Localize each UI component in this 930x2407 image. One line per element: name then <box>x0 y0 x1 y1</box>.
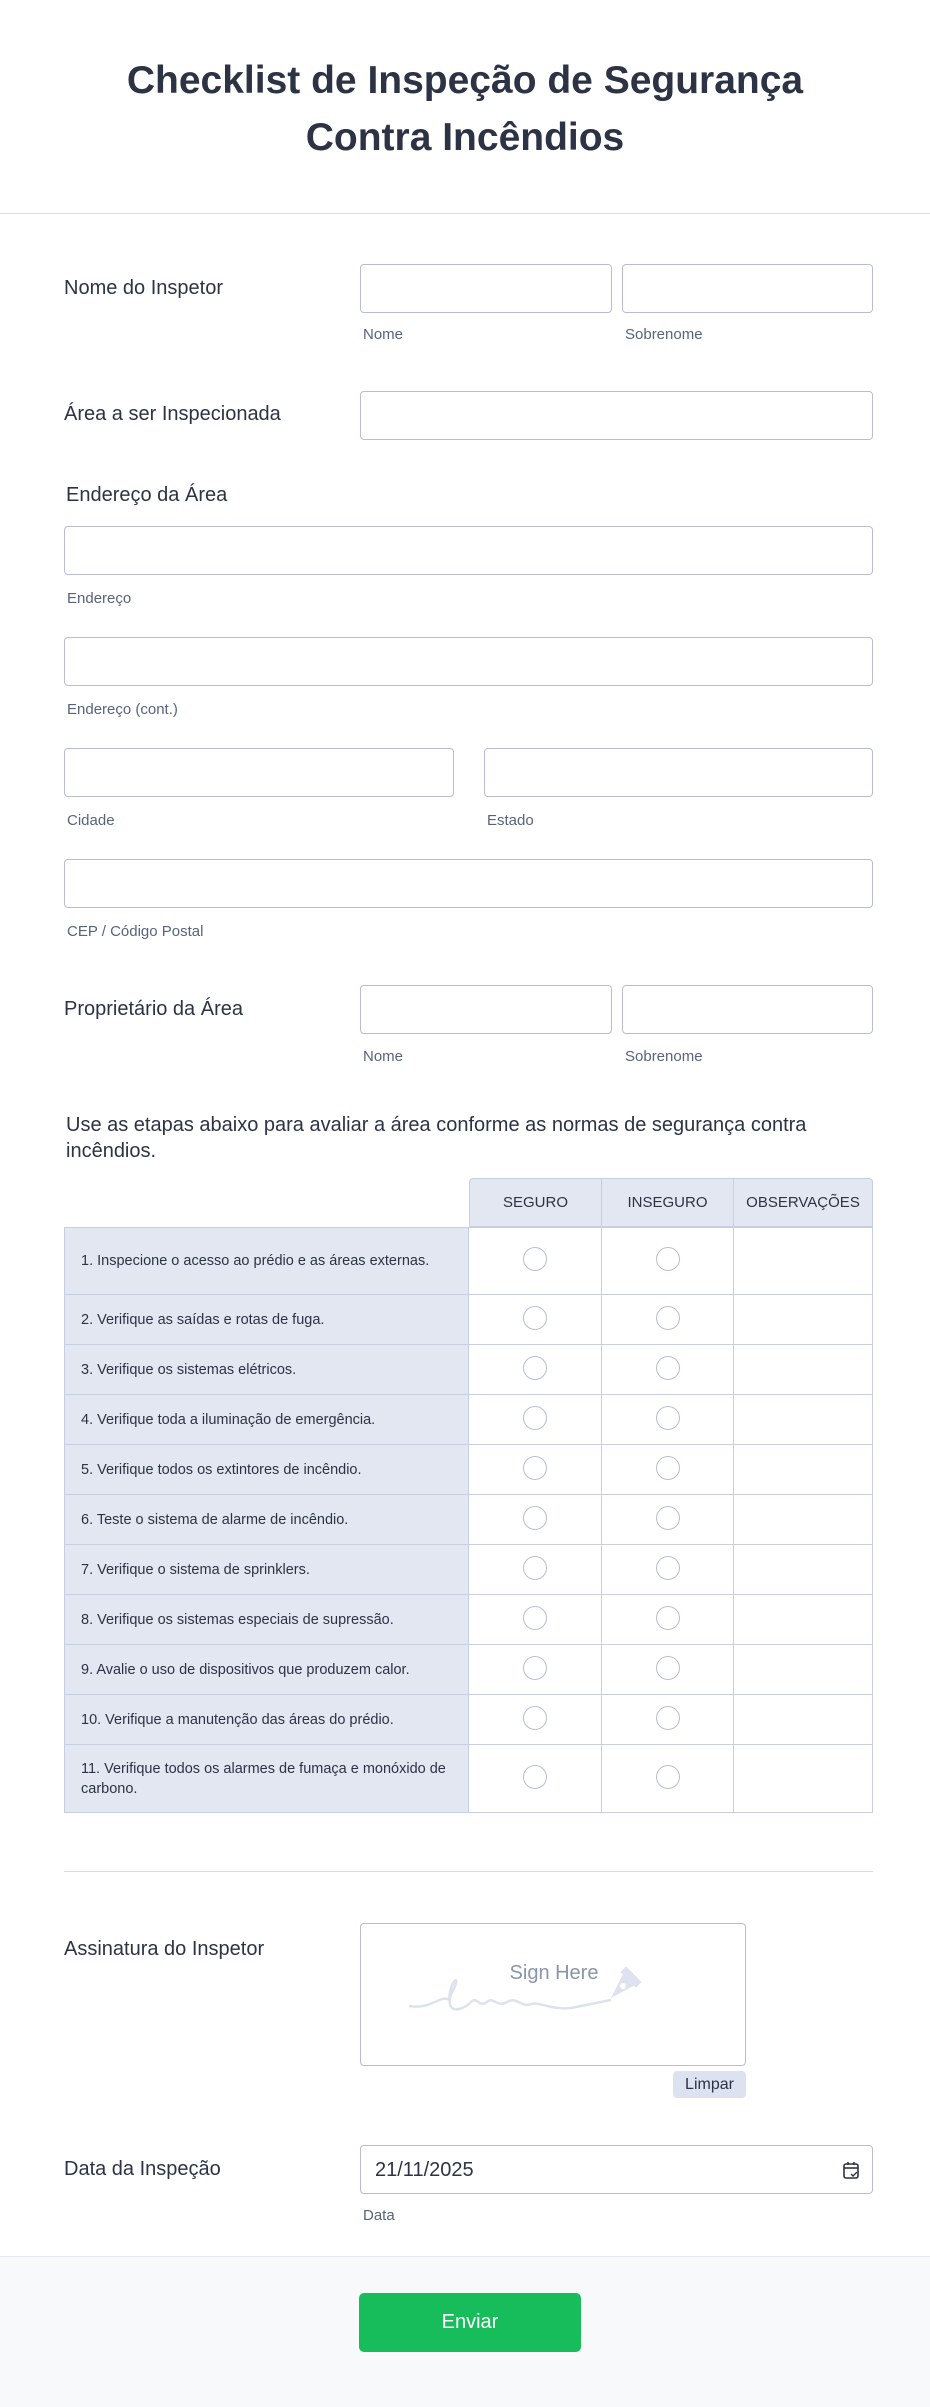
date-input[interactable] <box>360 2145 873 2194</box>
matrix-question: 1. Inspecione o acesso ao prédio e as áreas externas. <box>64 1227 469 1295</box>
matrix-question: 6. Teste o sistema de alarme de incêndio. <box>64 1495 469 1545</box>
inseguro-radio[interactable] <box>656 1456 680 1480</box>
address-line1-sublabel: Endereço <box>67 590 132 607</box>
inseguro-cell <box>602 1395 734 1445</box>
observacoes-cell[interactable] <box>734 1545 873 1595</box>
matrix-row <box>64 1645 873 1695</box>
inseguro-radio[interactable] <box>656 1556 680 1580</box>
inseguro-radio[interactable] <box>656 1406 680 1430</box>
observacoes-cell[interactable] <box>734 1695 873 1745</box>
observacoes-cell[interactable] <box>734 1495 873 1545</box>
clear-signature-button[interactable]: Limpar <box>673 2071 746 2098</box>
date-value: 21/11/2025 <box>375 2159 474 2181</box>
submit-button[interactable]: Enviar <box>359 2293 581 2352</box>
observacoes-cell[interactable] <box>734 1445 873 1495</box>
seguro-cell <box>469 1345 602 1395</box>
owner-first-sublabel: Nome <box>363 1048 404 1065</box>
inseguro-cell <box>602 1595 734 1645</box>
matrix-question: 10. Verifique a manutenção das áreas do prédio. <box>64 1695 469 1745</box>
instructions-text: Use as etapas abaixo para avaliar a área conforme as normas de segurança contra incêndios. <box>66 1114 807 1162</box>
matrix-row <box>64 1345 873 1395</box>
inseguro-radio[interactable] <box>656 1306 680 1330</box>
city-sublabel: Cidade <box>67 812 115 829</box>
calendar-icon[interactable] <box>842 2160 860 2180</box>
area-input[interactable] <box>360 391 873 440</box>
seguro-cell <box>469 1445 602 1495</box>
inseguro-radio[interactable] <box>656 1656 680 1680</box>
observacoes-cell[interactable] <box>734 1645 873 1695</box>
inseguro-cell <box>602 1745 734 1813</box>
matrix-row <box>64 1695 873 1745</box>
column-header-seguro: SEGURO <box>469 1178 602 1227</box>
matrix-row <box>64 1495 873 1545</box>
seguro-cell <box>469 1495 602 1545</box>
seguro-radio[interactable] <box>523 1765 547 1789</box>
matrix-question: 3. Verifique os sistemas elétricos. <box>64 1345 469 1395</box>
inseguro-radio[interactable] <box>656 1606 680 1630</box>
matrix-row <box>64 1227 873 1295</box>
matrix-question: 7. Verifique o sistema de sprinklers. <box>64 1545 469 1595</box>
inseguro-cell <box>602 1227 734 1295</box>
inseguro-cell <box>602 1695 734 1745</box>
seguro-cell <box>469 1695 602 1745</box>
column-header-observacoes: OBSERVAÇÕES <box>734 1178 873 1227</box>
last-name-sublabel: Sobrenome <box>625 326 703 343</box>
matrix-question: 2. Verifique as saídas e rotas de fuga. <box>64 1295 469 1345</box>
inseguro-cell <box>602 1445 734 1495</box>
inseguro-radio[interactable] <box>656 1247 680 1271</box>
matrix-row <box>64 1295 873 1345</box>
matrix-question: 8. Verifique os sistemas especiais de supressão. <box>64 1595 469 1645</box>
address-line2-input[interactable] <box>64 637 873 686</box>
seguro-radio[interactable] <box>523 1506 547 1530</box>
date-sublabel: Data <box>363 2207 395 2224</box>
seguro-cell <box>469 1227 602 1295</box>
signature-placeholder: Sign Here <box>509 1962 599 1984</box>
date-label: Data da Inspeção <box>64 2158 221 2180</box>
seguro-radio[interactable] <box>523 1706 547 1730</box>
seguro-radio[interactable] <box>523 1247 547 1271</box>
observacoes-cell[interactable] <box>734 1227 873 1295</box>
inseguro-cell <box>602 1295 734 1345</box>
owner-first-name-input[interactable] <box>360 985 612 1034</box>
inseguro-cell <box>602 1495 734 1545</box>
address-line1-input[interactable] <box>64 526 873 575</box>
matrix-question: 9. Avalie o uso de dispositivos que produzem calor. <box>64 1645 469 1695</box>
matrix-row <box>64 1545 873 1595</box>
signature-pen-icon <box>401 1964 671 2024</box>
first-name-sublabel: Nome <box>363 326 404 343</box>
zip-input[interactable] <box>64 859 873 908</box>
area-label: Área a ser Inspecionada <box>64 403 281 425</box>
observacoes-cell[interactable] <box>734 1595 873 1645</box>
title-line-1: Checklist de Inspeção de Segurança <box>126 59 804 102</box>
observacoes-cell[interactable] <box>734 1345 873 1395</box>
inspector-last-name-input[interactable] <box>622 264 873 313</box>
matrix-row <box>64 1745 873 1813</box>
section-divider <box>64 1871 873 1872</box>
inspector-first-name-input[interactable] <box>360 264 612 313</box>
seguro-cell <box>469 1295 602 1345</box>
inspection-matrix <box>64 1178 873 1813</box>
matrix-question: 4. Verifique toda a iluminação de emergência. <box>64 1395 469 1445</box>
inseguro-cell <box>602 1345 734 1395</box>
seguro-cell <box>469 1395 602 1445</box>
inseguro-radio[interactable] <box>656 1356 680 1380</box>
owner-last-name-input[interactable] <box>622 985 873 1034</box>
address-label: Endereço da Área <box>66 484 228 506</box>
observacoes-cell[interactable] <box>734 1745 873 1813</box>
state-sublabel: Estado <box>487 812 534 829</box>
matrix-row <box>64 1445 873 1495</box>
seguro-radio[interactable] <box>523 1656 547 1680</box>
seguro-radio[interactable] <box>523 1406 547 1430</box>
matrix-corner <box>64 1178 469 1227</box>
seguro-cell <box>469 1745 602 1813</box>
seguro-radio[interactable] <box>523 1456 547 1480</box>
address-line2-sublabel: Endereço (cont.) <box>67 701 178 718</box>
signature-pad[interactable] <box>360 1923 746 2066</box>
seguro-radio[interactable] <box>523 1306 547 1330</box>
matrix-row <box>64 1395 873 1445</box>
owner-last-sublabel: Sobrenome <box>625 1048 703 1065</box>
inseguro-radio[interactable] <box>656 1506 680 1530</box>
zip-sublabel: CEP / Código Postal <box>67 923 204 940</box>
header-divider <box>0 213 930 214</box>
seguro-cell <box>469 1545 602 1595</box>
seguro-cell <box>469 1595 602 1645</box>
matrix-question: 11. Verifique todos os alarmes de fumaça e monóxido de carbono. <box>64 1745 469 1813</box>
inseguro-radio[interactable] <box>656 1765 680 1789</box>
seguro-radio[interactable] <box>523 1556 547 1580</box>
observacoes-cell[interactable] <box>734 1295 873 1345</box>
state-input[interactable] <box>484 748 873 797</box>
page-title <box>0 52 930 166</box>
matrix-row <box>64 1595 873 1645</box>
signature-label: Assinatura do Inspetor <box>64 1938 265 1960</box>
city-input[interactable] <box>64 748 454 797</box>
owner-label: Proprietário da Área <box>64 998 243 1020</box>
seguro-radio[interactable] <box>523 1606 547 1630</box>
inspector-label: Nome do Inspetor <box>64 277 223 299</box>
inseguro-radio[interactable] <box>656 1706 680 1730</box>
observacoes-cell[interactable] <box>734 1395 873 1445</box>
title-line-2: Contra Incêndios <box>305 116 625 159</box>
seguro-cell <box>469 1645 602 1695</box>
column-header-inseguro: INSEGURO <box>602 1178 734 1227</box>
matrix-question: 5. Verifique todos os extintores de incêndio. <box>64 1445 469 1495</box>
inseguro-cell <box>602 1645 734 1695</box>
inseguro-cell <box>602 1545 734 1595</box>
seguro-radio[interactable] <box>523 1356 547 1380</box>
